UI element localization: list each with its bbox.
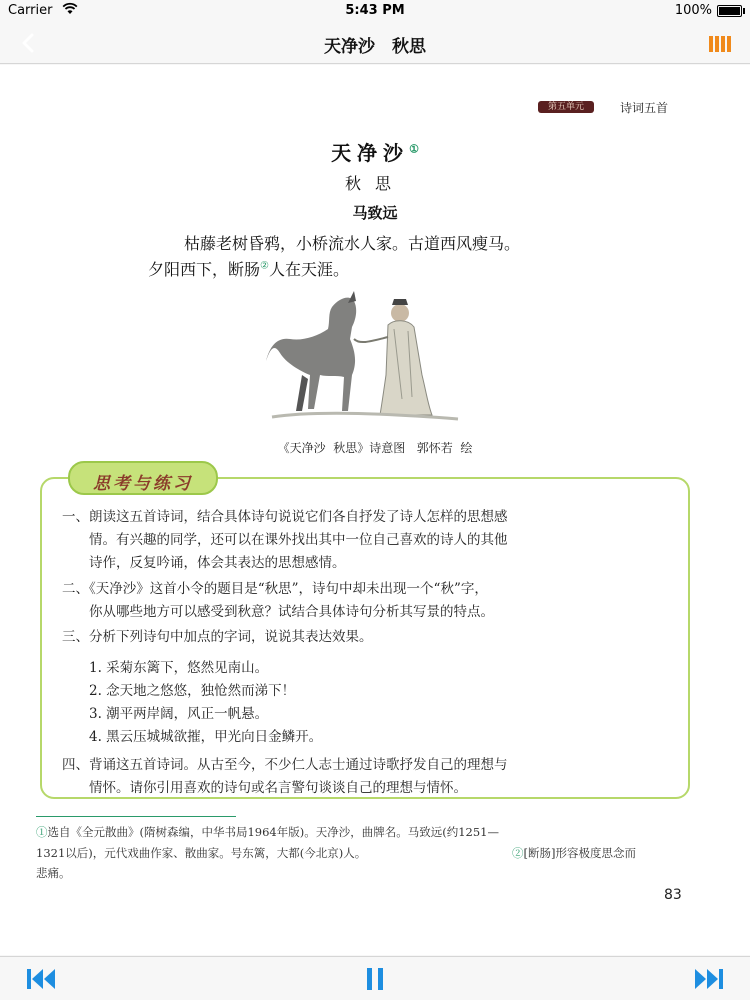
poem-title-note: ① <box>409 142 419 156</box>
poem-title-text: 天净沙 <box>331 141 410 165</box>
poem-line-2-a: 夕阳西下，断肠 <box>148 260 261 279</box>
footnote-2-mark: ② <box>512 846 524 860</box>
exercise-line: 4. 黑云压城城欲摧，甲光向日金鳞开。 <box>62 729 323 745</box>
illustration-caption: 《天净沙 秋思》诗意图 郭怀若 绘 <box>277 441 473 455</box>
battery-percent: 100% <box>674 3 712 18</box>
poem-line-2-note: ② <box>260 260 269 272</box>
exercise-line: 一、朗读这五首诗词，结合具体诗句说说它们各自抒发了诗人怎样的思想感 <box>62 509 508 525</box>
footnote-1-text: 选自《全元散曲》(隋树森编，中华书局1964年版)。天净沙，曲牌名。马致远(约1251— <box>47 825 499 839</box>
footnote-2-line-2: 悲痛。 <box>36 866 71 880</box>
exercise-line: 四、背诵这五首诗词。从古至今，不少仁人志士通过诗歌抒发自己的理想与 <box>62 757 508 773</box>
skip-forward-icon[interactable] <box>692 966 726 992</box>
exercise-title: 思考与练习 <box>93 474 193 494</box>
exercise-header <box>68 461 218 495</box>
exercise-line: 1. 采菊东篱下，悠然见南山。 <box>62 660 269 676</box>
footnote-2 <box>512 845 636 861</box>
poem-title <box>0 137 750 166</box>
poem-line-2 <box>148 257 349 280</box>
status-bar <box>0 0 750 22</box>
poem-author: 马致远 <box>352 204 398 222</box>
section-title: 诗词五首 <box>620 101 669 115</box>
exercise-line: 你从哪些地方可以感受到秋意？试结合具体诗句分析其写景的特点。 <box>62 604 494 620</box>
playback-toolbar <box>0 956 750 1000</box>
battery-icon <box>717 5 742 17</box>
exercise-line: 3. 潮平两岸阔，风正一帆悬。 <box>62 706 269 722</box>
exercise-line: 2. 念天地之悠悠，独怆然而涕下！ <box>62 683 296 699</box>
footnote-1-line-2: 1321以后)，元代戏曲作家、散曲家。号东篱，大都(今北京)人。 <box>36 846 367 860</box>
exercise-line: 情怀。请你引用喜欢的诗句或名言警句谈谈自己的理想与情怀。 <box>62 780 467 796</box>
bars-icon[interactable] <box>708 34 732 54</box>
unit-tag: 第五单元 <box>538 101 594 113</box>
clock: 5:43 PM <box>345 3 405 18</box>
battery-tip <box>743 8 745 14</box>
exercise-line: 三、分析下列诗句中加点的字词，说说其表达效果。 <box>62 629 373 645</box>
poem-line-2-b: 人在天涯。 <box>268 260 349 279</box>
poem-line-1: 枯藤老树昏鸦，小桥流水人家。古道西风瘦马。 <box>184 234 521 253</box>
page-number: 83 <box>664 887 682 903</box>
footnote-2-text: [断肠]形容极度思念而 <box>523 846 636 860</box>
pause-icon[interactable] <box>358 966 392 992</box>
footnote-1-mark: ① <box>36 825 48 839</box>
exercise-box <box>40 474 690 799</box>
skip-back-icon[interactable] <box>24 966 58 992</box>
carrier-label: Carrier <box>8 3 53 18</box>
exercise-line: 诗作，反复吟诵，体会其表达的思想感情。 <box>62 555 346 571</box>
poem-subtitle: 秋思 <box>344 174 405 193</box>
footnote-rule <box>36 816 236 817</box>
textbook-page <box>0 65 750 955</box>
footnote-1-line-1 <box>36 824 499 840</box>
exercise-line: 二、《天净沙》这首小令的题目是“秋思”，诗句中却未出现一个“秋”字， <box>62 581 488 597</box>
exercise-line: 情。有兴趣的同学，还可以在课外找出其中一位自己喜欢的诗人的其他 <box>62 532 508 548</box>
navigation-bar <box>0 22 750 64</box>
poem-illustration <box>262 279 462 427</box>
chevron-left-icon[interactable] <box>16 30 42 56</box>
page-title: 天净沙 秋思 <box>324 37 426 57</box>
